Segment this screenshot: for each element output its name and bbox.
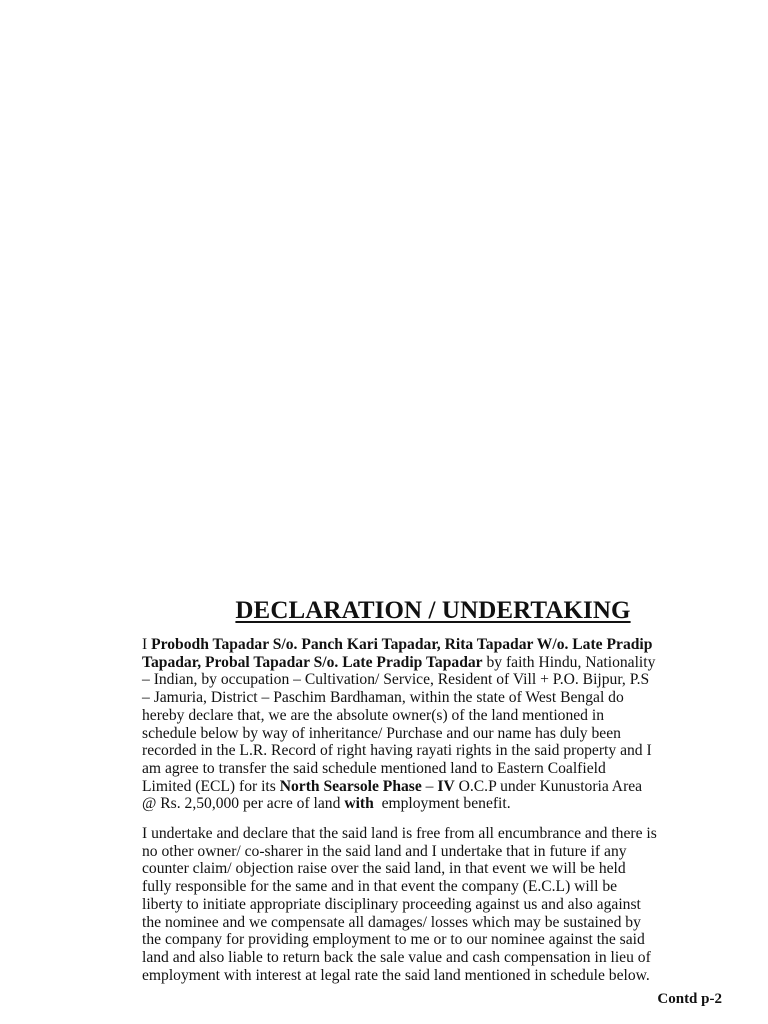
paragraph-line: I undertake and declare that the said land is free from all encumbrance and there is — [142, 825, 657, 842]
text-run: – — [421, 777, 438, 795]
paragraph-line: – Indian, by occupation – Cultivation/ Service, Resident of Vill + P.O. Bijpur, P.S — [142, 671, 650, 689]
paragraph-line — [142, 636, 726, 654]
emphasis-with: with — [344, 795, 374, 813]
declaration-paragraph — [142, 636, 726, 813]
paragraph-line: fully responsible for the same and in that event the company (E.C.L) will be — [142, 878, 618, 896]
continued-note: Contd p-2 — [657, 991, 722, 1007]
paragraph-line — [142, 778, 726, 796]
paragraph-line — [142, 654, 726, 672]
text-run: by faith Hindu, Nationality — [482, 653, 656, 671]
paragraph-line: employment with interest at legal rate the said land mentioned in schedule below. — [142, 966, 650, 984]
paragraph-line: no other owner/ co-sharer in the said land and I undertake that in future if any — [142, 842, 627, 860]
text-run: I — [142, 636, 152, 653]
project-phase: IV — [437, 777, 455, 795]
declarant-names: Probodh Tapadar S/o. Panch Kari Tapadar, Rita Tapadar W/o. Late Pradip — [151, 636, 653, 653]
paragraph-line: liberty to initiate appropriate disciplinary proceeding against us and also against — [142, 895, 641, 913]
declarant-names-cont: Tapadar, Probal Tapadar S/o. Late Pradip Tapadar — [142, 653, 483, 671]
paragraph-line: the company for providing employment to me or to our nominee against the said — [142, 931, 645, 949]
paragraph-line: schedule below by way of inheritance/ Purchase and our name has duly been — [142, 724, 621, 742]
project-name: North Searsole Phase — [279, 777, 422, 795]
text-run: employment benefit. — [373, 795, 511, 813]
paragraph-line — [142, 795, 726, 813]
undertaking-paragraph — [142, 825, 726, 984]
paragraph-line: – Jamuria, District – Paschim Bardhaman, within the state of West Bengal do — [142, 689, 624, 707]
paragraph-line: am agree to transfer the said schedule mentioned land to Eastern Coalfield — [142, 759, 606, 777]
paragraph-line: counter claim/ objection raise over the said land, in that event we will be held — [142, 860, 626, 878]
document-title: DECLARATION / UNDERTAKING — [235, 597, 631, 624]
text-run: @ Rs. 2,50,000 per acre of land — [142, 795, 345, 813]
text-run: Limited (ECL) for its — [142, 777, 280, 795]
paragraph-line: hereby declare that, we are the absolute owner(s) of the land mentioned in — [142, 706, 604, 724]
paragraph-line: land and also liable to return back the sale value and cash compensation in lieu of — [142, 948, 651, 966]
paragraph-line: the nominee and we compensate all damages/ losses which may be sustained by — [142, 913, 641, 931]
paragraph-line: recorded in the L.R. Record of right having rayati rights in the said property and I — [142, 742, 652, 760]
text-run: O.C.P under Kunustoria Area — [454, 777, 643, 795]
